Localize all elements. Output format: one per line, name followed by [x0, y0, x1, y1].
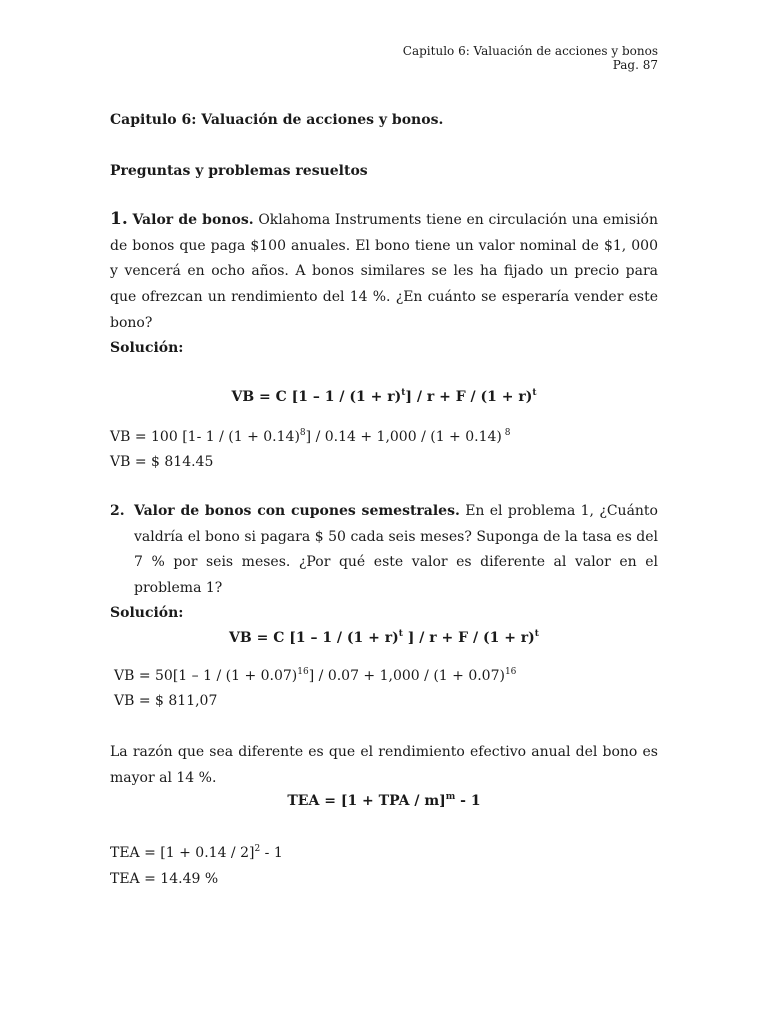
calc-exponent: 16	[297, 667, 309, 677]
formula-exponent: t	[532, 388, 537, 398]
calc-part: ] / 0.14 + 1,000 / (1 + 0.14)	[305, 429, 502, 445]
formula-exponent: t	[398, 629, 403, 639]
calc-part: VB = 100 [1- 1 / (1 + 0.14)	[110, 429, 300, 445]
calc-part: ] / 0.07 + 1,000 / (1 + 0.07)	[308, 668, 505, 684]
explanation-paragraph: La razón que sea diferente es que el rendimiento efectivo anual del bono es mayor al 14 %.	[110, 744, 658, 786]
calc-exponent: 8	[299, 428, 306, 438]
problem-2-calc-line-2: VB = $ 811,07	[114, 693, 218, 709]
section-subtitle: Preguntas y problemas resueltos	[110, 163, 368, 179]
problem-1-solution-label: Solución:	[110, 340, 184, 356]
page-number: Pag. 87	[612, 58, 658, 72]
formula-part: ] / r + F / (1 + r)	[402, 630, 535, 646]
problem-1-heading: Valor de bonos.	[132, 212, 254, 228]
problem-2-formula	[0, 630, 768, 646]
problem-1-calc-line-1	[110, 429, 510, 445]
calc-part: - 1	[260, 845, 283, 861]
formula-part: VB = C [1 – 1 / (1 + r)	[231, 389, 402, 405]
problem-2-paragraph	[110, 499, 658, 602]
formula-part: TEA = [1 + TPA / m]	[287, 793, 446, 809]
running-header-title: Capitulo 6: Valuación de acciones y bonos	[402, 44, 658, 58]
formula-exponent: m	[445, 792, 456, 802]
tea-calc-line-1	[110, 845, 283, 861]
problem-2-text: En el problema 1, ¿Cuánto valdría el bono si pagara $ 50 cada seis meses? Suponga de la tasa es del 7 % por seis meses. ¿Por qué este valor es diferente al valor en el problema 1?	[134, 503, 658, 597]
problem-2-heading: Valor de bonos con cupones semestrales.	[134, 503, 460, 519]
problem-2-calc-line-1	[114, 668, 516, 684]
problem-1-calc-line-2: VB = $ 814.45	[110, 454, 214, 470]
problem-1-text: Oklahoma Instruments tiene en circulación una emisión de bonos que paga $100 anuales. El bono tiene un valor nominal de $1, 000 y vencerá en ocho años. A bonos similares se les ha fijado un precio para que ofrezcan un rendimiento del 14 %. ¿En cuánto se esperaría vender este bono?	[110, 212, 658, 331]
calc-exponent: 2	[254, 844, 261, 854]
calc-part: TEA = [1 + 0.14 / 2]	[110, 845, 255, 861]
chapter-title: Capitulo 6: Valuación de acciones y bonos.	[110, 112, 444, 128]
problem-2-solution-label: Solución:	[110, 605, 184, 621]
problem-1-number: 1.	[110, 209, 128, 229]
calc-exponent: 16	[504, 667, 517, 677]
calc-part: VB = 50[1 – 1 / (1 + 0.07)	[114, 668, 298, 684]
problem-1-formula	[0, 389, 768, 405]
formula-exponent: t	[534, 629, 539, 639]
formula-part: - 1	[455, 793, 481, 809]
formula-part: ] / r + F / (1 + r)	[405, 389, 533, 405]
problem-2-number: 2.	[110, 503, 125, 519]
tea-calc-line-2: TEA = 14.49 %	[110, 871, 219, 887]
tea-formula	[0, 793, 768, 809]
calc-exponent: 8	[501, 428, 511, 438]
formula-part: VB = C [1 – 1 / (1 + r)	[229, 630, 399, 646]
problem-1-paragraph	[110, 207, 658, 337]
formula-exponent: t	[401, 388, 406, 398]
